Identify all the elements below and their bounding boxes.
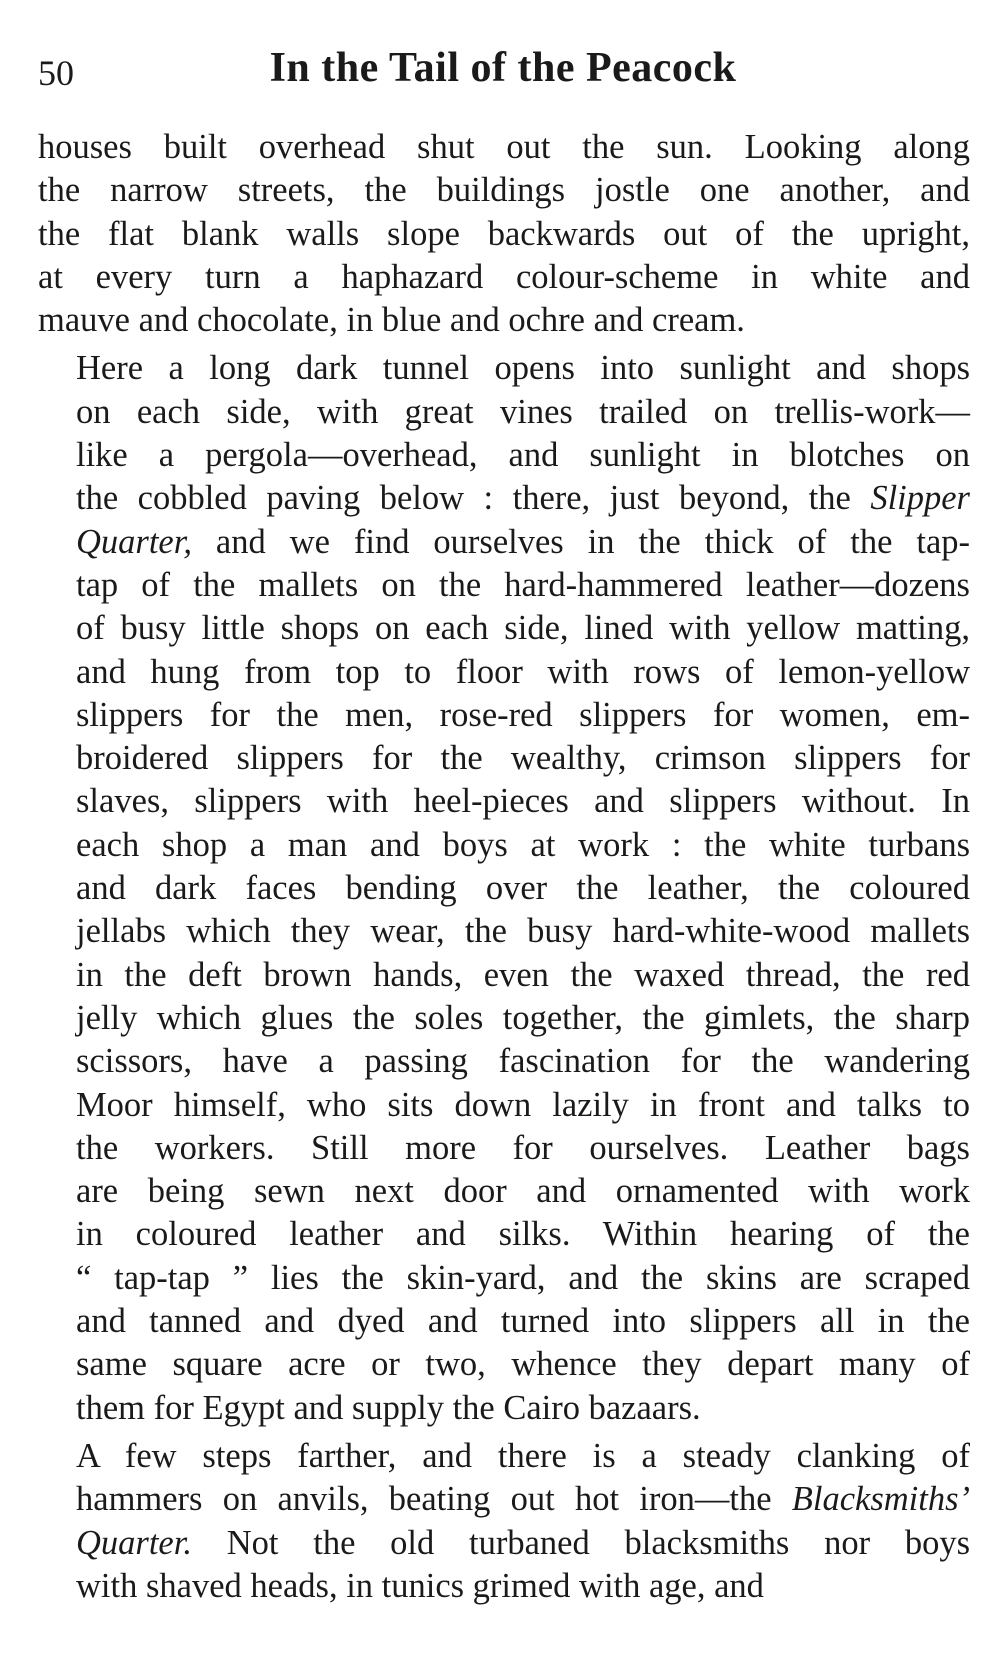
text-line: and tanned and dyed and turned into slippers all in the: [76, 1302, 970, 1341]
text-line: the narrow streets, the buildings jostle one another, and: [38, 171, 970, 210]
paragraph: [38, 1435, 970, 1608]
text-line: them for Egypt and supply the Cairo bazaars.: [76, 1388, 701, 1427]
text-line: scissors, have a passing fascination for the wandering: [76, 1042, 970, 1081]
text-line: slaves, slippers with heel-pieces and slippers without. In: [76, 782, 970, 821]
text-line: [38, 521, 970, 564]
text-line: in coloured leather and silks. Within hearing of the: [76, 1215, 970, 1254]
italic-text: Quarter,: [76, 522, 192, 561]
text-line: houses built overhead shut out the sun. Looking along: [38, 128, 970, 166]
italic-text: Quarter.: [76, 1523, 192, 1562]
page-number: 50: [38, 53, 74, 93]
text-line: jelly which glues the soles together, the gimlets, the sharp: [76, 998, 970, 1037]
text-line: [38, 1478, 970, 1521]
text-line: slippers for the men, rose-red slippers for women, em-: [76, 695, 970, 734]
page-header: [38, 44, 968, 104]
text-line: of busy little shops on each side, lined with yellow matting,: [76, 609, 970, 648]
text-line: the flat blank walls slope backwards out of the upright,: [38, 214, 970, 253]
text-line: Moor himself, who sits down lazily in front and talks to: [76, 1085, 970, 1124]
text-line: A few steps farther, and there is a steady clanking of: [76, 1436, 970, 1475]
text-run: and we find ourselves in the thick of the tap-: [191, 522, 970, 561]
text-line: each shop a man and boys at work : the white turbans: [76, 825, 970, 864]
text-line: [38, 1522, 970, 1565]
text-line: are being sewn next door and ornamented with work: [76, 1172, 970, 1211]
text-run: hammers on anvils, beating out hot iron—the: [76, 1480, 792, 1519]
text-line: on each side, with great vines trailed on trellis-work—: [76, 392, 970, 431]
text-line: and dark faces bending over the leather, the coloured: [76, 869, 970, 908]
text-line: broidered slippers for the wealthy, crimson slippers for: [76, 739, 970, 778]
text-line: tap of the mallets on the hard-hammered leather—dozens: [76, 565, 970, 604]
text-line: the workers. Still more for ourselves. Leather bags: [76, 1128, 970, 1167]
italic-text: Slipper: [870, 479, 970, 518]
text-line: [38, 477, 970, 520]
paragraph: [38, 126, 970, 342]
text-run: the cobbled paving below : there, just beyond, the: [76, 479, 871, 518]
text-line: at every turn a haphazard colour-scheme in white and: [38, 257, 970, 296]
running-title: In the Tail of the Peacock: [269, 45, 737, 91]
italic-text: Blacksmiths’: [791, 1480, 970, 1519]
text-run: Not the old turbaned blacksmiths nor boys: [191, 1523, 970, 1562]
text-line: with shaved heads, in tunics grimed with age, and: [76, 1566, 764, 1605]
text-line: “ tap-tap ” lies the skin-yard, and the skins are scraped: [76, 1258, 970, 1297]
text-line: jellabs which they wear, the busy hard-white-wood mallets: [76, 912, 970, 951]
text-line: in the deft brown hands, even the waxed thread, the red: [76, 955, 970, 994]
text-line: like a pergola—overhead, and sunlight in blotches on: [76, 436, 970, 475]
text-line: same square acre or two, whence they depart many of: [76, 1345, 970, 1384]
text-line: and hung from top to floor with rows of lemon-yellow: [76, 652, 970, 691]
page-body: [38, 126, 970, 1608]
paragraph: [38, 347, 970, 1429]
text-line: Here a long dark tunnel opens into sunlight and shops: [76, 349, 970, 388]
text-line: mauve and chocolate, in blue and ochre and cream.: [38, 301, 745, 340]
